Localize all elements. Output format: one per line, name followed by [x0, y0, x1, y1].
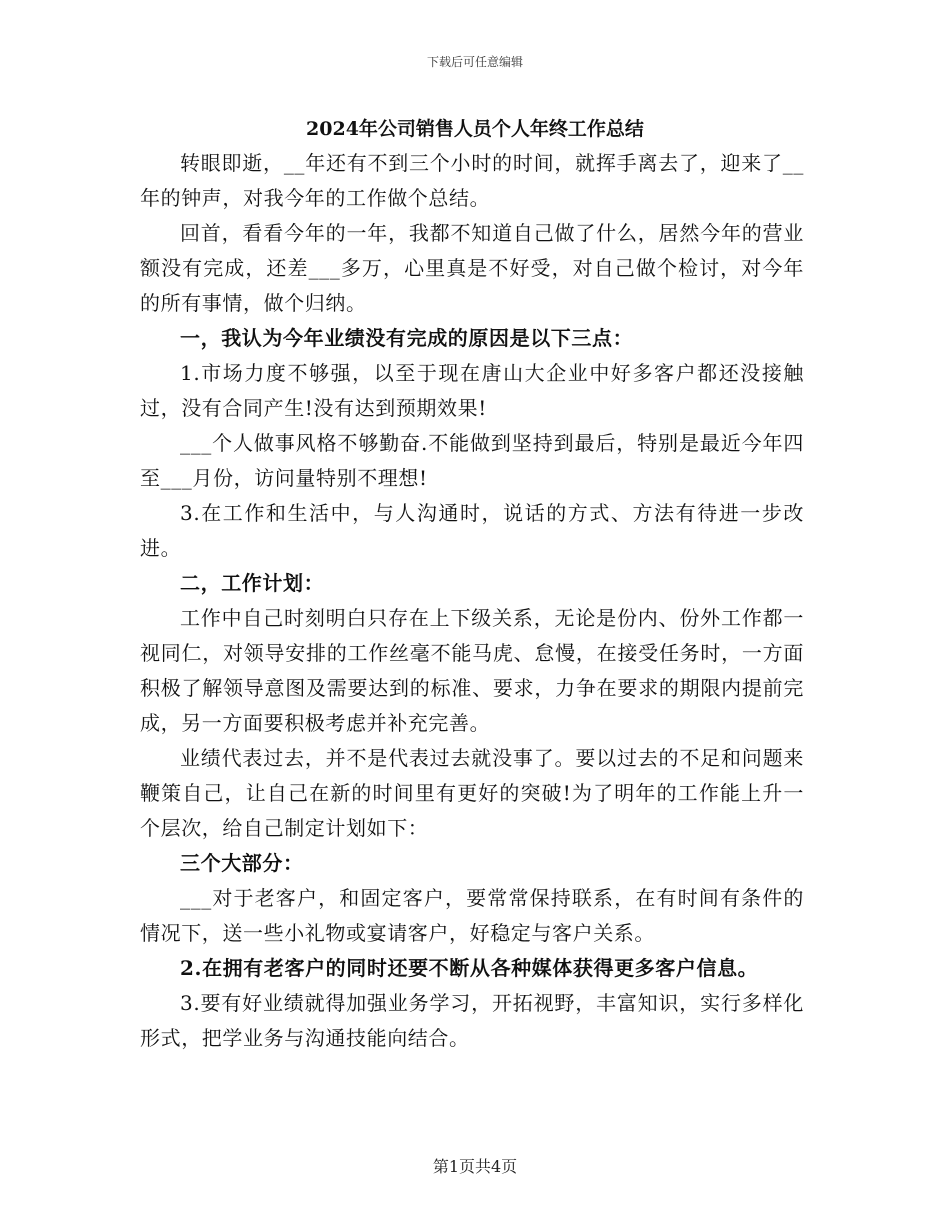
section-heading: 二，工作计划： — [180, 571, 325, 595]
paragraph: 1.市场力度不够强，以至于现在唐山大企业中好多客户都还没接触过，没有合同产生!没有达到预期效果! — [140, 361, 804, 420]
paragraph: 转眼即逝，__年还有不到三个小时的时间，就挥手离去了，迎来了__年的钟声，对我今年的工作做个总结。 — [140, 151, 804, 210]
paragraph: ___对于老客户，和固定客户，要常常保持联系，在有时间有条件的情况下，送一些小礼物或宴请客户，好稳定与客户关系。 — [140, 886, 804, 945]
bold-paragraph: 2.在拥有老客户的同时还要不断从各种媒体获得更多客户信息。 — [180, 956, 759, 980]
document-body — [140, 146, 804, 1056]
download-note: 下载后可任意编辑 — [426, 55, 523, 69]
paragraph: 工作中自己时刻明白只存在上下级关系，无论是份内、份外工作都一视同仁，对领导安排的工作丝毫不能马虎、怠慢，在接受任务时，一方面积极了解领导意图及需要达到的标准、要求，力争在要求的期限内提前完成，另一方面要积极考虑并补充完善。 — [140, 606, 804, 735]
paragraph: ___个人做事风格不够勤奋.不能做到坚持到最后，特别是最近今年四至___月份，访问量特别不理想! — [140, 431, 804, 490]
document-title: 2024年公司销售人员个人年终工作总结 — [306, 118, 644, 140]
paragraph: 回首，看看今年的一年，我都不知道自己做了什么，居然今年的营业额没有完成，还差___多万，心里真是不好受，对自己做个检讨，对今年的所有事情，做个归纳。 — [140, 221, 804, 315]
section-heading: 一，我认为今年业绩没有完成的原因是以下三点： — [180, 326, 634, 350]
section-heading: 三个大部分： — [180, 851, 304, 875]
page-number-footer: 第1页共4页 — [432, 1157, 518, 1176]
paragraph: 3.要有好业绩就得加强业务学习，开拓视野，丰富知识，实行多样化形式，把学业务与沟通技能向结合。 — [140, 991, 804, 1050]
paragraph: 业绩代表过去，并不是代表过去就没事了。要以过去的不足和问题来鞭策自己，让自己在新的时间里有更好的突破!为了明年的工作能上升一个层次，给自己制定计划如下： — [140, 746, 804, 840]
paragraph: 3.在工作和生活中，与人沟通时，说话的方式、方法有待进一步改进。 — [140, 501, 804, 560]
